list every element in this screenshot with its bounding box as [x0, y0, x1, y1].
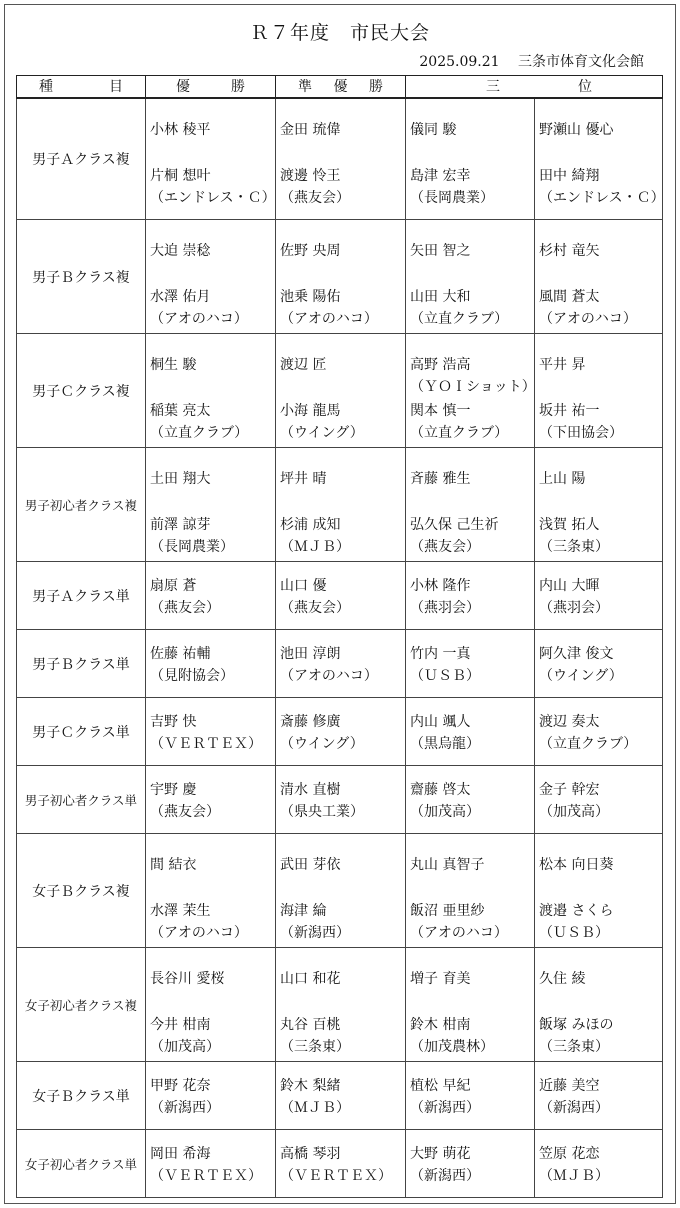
player-name: 飯塚 みほの [539, 1017, 614, 1033]
result-row [17, 1062, 663, 1130]
runner-up-cell [276, 630, 406, 698]
event-cell [17, 448, 146, 562]
third-b-cell [535, 334, 663, 448]
player-name: 金子 幹宏 [539, 782, 600, 798]
event-cell [17, 1130, 146, 1198]
event-cell [17, 698, 146, 766]
runner-up-cell [276, 948, 406, 1062]
player-name: 関本 慎一 [410, 403, 471, 419]
header-third [406, 76, 663, 98]
club-name: （ＶＥＲＴＥＸ） [280, 1168, 392, 1184]
club-name: （ＹＯＩショット） [410, 379, 536, 395]
event-name: 女子初心者クラス単 [24, 1156, 138, 1172]
player-name: 大迫 崇稔 [150, 243, 211, 259]
event-name: 男子Ｃクラス単 [32, 724, 130, 741]
club-name: （燕友会） [280, 600, 350, 616]
player-name: 近藤 美空 [539, 1078, 600, 1094]
player-name: 宇野 慶 [150, 782, 197, 798]
header-winner-label: 優勝 [176, 79, 245, 96]
winner-cell [146, 1062, 276, 1130]
club-name: （立直クラブ） [150, 425, 249, 441]
event-date: 2025.09.21 [419, 54, 500, 70]
event-name: 男子Ａクラス単 [32, 588, 130, 605]
result-row [17, 334, 663, 448]
player-name: 齋藤 啓太 [410, 782, 471, 798]
result-row [17, 220, 663, 334]
player-name: 高橋 琴羽 [280, 1146, 341, 1162]
club-name: （ウイング） [280, 425, 364, 441]
player-name: 浅賀 拓人 [539, 517, 600, 533]
player-name: 山口 和花 [280, 971, 341, 987]
third-a-cell [406, 1062, 535, 1130]
header-row [17, 76, 663, 98]
third-a-cell [406, 562, 535, 630]
player-name: 渡邉 さくら [539, 903, 614, 919]
club-name: （アオのハコ） [280, 311, 378, 327]
player-name: 小海 龍馬 [280, 403, 341, 419]
player-name: 鈴木 梨緒 [280, 1078, 341, 1094]
player-name: 飯沼 亜里紗 [410, 903, 485, 919]
club-name: （加茂高） [539, 804, 609, 820]
club-name: （立直クラブ） [539, 736, 638, 752]
club-name: （新潟西） [539, 1100, 609, 1116]
third-b-cell [535, 562, 663, 630]
third-b-cell [535, 220, 663, 334]
club-name: （ＶＥＲＴＥＸ） [150, 1168, 262, 1184]
club-name: （燕友会） [280, 189, 350, 206]
header-winner [146, 76, 276, 98]
runner-up-cell [276, 98, 406, 220]
header-third-label-b: 位 [578, 79, 592, 96]
result-row [17, 448, 663, 562]
event-name: 男子初心者クラス複 [24, 497, 138, 513]
club-name: （新潟西） [280, 925, 350, 941]
event-name: 女子Ｂクラス複 [32, 883, 130, 900]
player-name: 増子 育美 [410, 971, 471, 987]
result-row [17, 98, 663, 220]
winner-cell [146, 98, 276, 220]
player-name: 上山 陽 [539, 471, 586, 487]
player-name: 丸山 真智子 [410, 857, 485, 873]
player-name: 内山 大暉 [539, 578, 600, 594]
third-a-cell [406, 220, 535, 334]
third-b-cell [535, 1062, 663, 1130]
player-name: 平井 昇 [539, 357, 586, 373]
event-name: 女子Ｂクラス単 [32, 1088, 130, 1105]
player-name: 坂井 祐一 [539, 403, 600, 419]
event-cell [17, 766, 146, 834]
player-name: 今井 柑南 [150, 1017, 211, 1033]
club-name: （アオのハコ） [410, 925, 508, 941]
player-name: 風間 蒼太 [539, 289, 600, 305]
player-name: 金田 琉偉 [280, 121, 341, 138]
player-name: 久住 綾 [539, 971, 586, 987]
winner-cell [146, 630, 276, 698]
third-b-cell [535, 834, 663, 948]
event-cell [17, 834, 146, 948]
club-name: （アオのハコ） [539, 311, 637, 327]
event-info [419, 51, 644, 71]
header-runner-up [276, 76, 406, 98]
player-name: 阿久津 俊文 [539, 646, 614, 662]
third-a-cell [406, 1130, 535, 1198]
runner-up-cell [276, 1062, 406, 1130]
result-row [17, 834, 663, 948]
third-b-cell [535, 698, 663, 766]
club-name: （新潟西） [410, 1168, 480, 1184]
winner-cell [146, 448, 276, 562]
player-name: 小林 隆作 [410, 578, 471, 594]
winner-cell [146, 220, 276, 334]
club-name: （燕友会） [410, 539, 480, 555]
third-a-cell [406, 98, 535, 220]
player-name: 池田 淳朗 [280, 646, 341, 662]
player-name: 岡田 希海 [150, 1146, 211, 1162]
result-row [17, 766, 663, 834]
event-cell [17, 1062, 146, 1130]
club-name: （三条東） [280, 1039, 350, 1055]
results-table [16, 75, 663, 1198]
player-name: 野瀬山 優心 [539, 121, 614, 138]
club-name: （エンドレス・Ｃ） [539, 189, 665, 206]
player-name: 甲野 花奈 [150, 1078, 211, 1094]
event-venue: 三条市体育文化会館 [518, 54, 644, 70]
header-runner-up-label: 準優勝 [298, 79, 383, 96]
club-name: （エンドレス・Ｃ） [150, 189, 276, 206]
player-name: 桐生 駿 [150, 357, 197, 373]
player-name: 高野 浩高 [410, 357, 471, 373]
club-name: （ＭＪＢ） [280, 539, 350, 555]
event-name: 女子初心者クラス複 [24, 997, 138, 1013]
player-name: 清水 直樹 [280, 782, 341, 798]
header-event [17, 76, 146, 98]
player-name: 植松 早紀 [410, 1078, 471, 1094]
club-name: （ＭＪＢ） [539, 1168, 609, 1184]
runner-up-cell [276, 834, 406, 948]
runner-up-cell [276, 448, 406, 562]
player-name: 坪井 晴 [280, 471, 327, 487]
player-name: 小林 稜平 [150, 121, 211, 138]
winner-cell [146, 698, 276, 766]
third-b-cell [535, 448, 663, 562]
club-name: （加茂高） [410, 804, 480, 820]
club-name: （三条東） [539, 1039, 609, 1055]
club-name: （加茂農林） [410, 1039, 494, 1055]
event-cell [17, 334, 146, 448]
header-event-label: 種目 [39, 79, 123, 96]
player-name: 前澤 諒芽 [150, 517, 211, 533]
player-name: 島津 宏幸 [410, 167, 471, 184]
player-name: 鈴木 柑南 [410, 1017, 471, 1033]
club-name: （アオのハコ） [280, 668, 378, 684]
third-b-cell [535, 1130, 663, 1198]
player-name: 水澤 茉生 [150, 903, 211, 919]
page-title: Ｒ７年度 市民大会 [249, 22, 430, 44]
player-name: 渡辺 奏太 [539, 714, 600, 730]
player-name: 水澤 佑月 [150, 289, 211, 305]
player-name: 海津 綸 [280, 903, 327, 919]
event-cell [17, 220, 146, 334]
third-a-cell [406, 834, 535, 948]
result-row [17, 948, 663, 1062]
runner-up-cell [276, 220, 406, 334]
third-b-cell [535, 948, 663, 1062]
club-name: （見附協会） [150, 668, 234, 684]
club-name: （燕羽会） [410, 600, 480, 616]
player-name: 丸谷 百桃 [280, 1017, 341, 1033]
club-name: （燕羽会） [539, 600, 609, 616]
club-name: （ウイング） [539, 668, 623, 684]
player-name: 松本 向日葵 [539, 857, 614, 873]
club-name: （下田協会） [539, 425, 623, 441]
third-a-cell [406, 448, 535, 562]
event-cell [17, 98, 146, 220]
event-name: 男子Ｂクラス単 [32, 656, 130, 673]
club-name: （長岡農業） [150, 539, 234, 555]
player-name: 吉野 快 [150, 714, 197, 730]
player-name: 斎藤 修廣 [280, 714, 341, 730]
runner-up-cell [276, 698, 406, 766]
event-cell [17, 562, 146, 630]
club-name: （長岡農業） [410, 189, 494, 206]
player-name: 土田 翔大 [150, 471, 211, 487]
player-name: 池乗 陽佑 [280, 289, 341, 305]
player-name: 田中 綺翔 [539, 167, 600, 184]
player-name: 弘久保 己生祈 [410, 517, 499, 533]
player-name: 矢田 智之 [410, 243, 471, 259]
winner-cell [146, 766, 276, 834]
player-name: 竹内 一真 [410, 646, 471, 662]
runner-up-cell [276, 766, 406, 834]
club-name: （ＵＳＢ） [539, 925, 609, 941]
player-name: 間 結衣 [150, 857, 197, 873]
player-name: 杉浦 成知 [280, 517, 341, 533]
player-name: 佐野 央周 [280, 243, 341, 259]
winner-cell [146, 948, 276, 1062]
club-name: （立直クラブ） [410, 425, 509, 441]
club-name: （ＶＥＲＴＥＸ） [150, 736, 262, 752]
player-name: 扇原 蒼 [150, 578, 197, 594]
club-name: （アオのハコ） [150, 311, 248, 327]
player-name: 杉村 竜矢 [539, 243, 600, 259]
club-name: （加茂高） [150, 1039, 220, 1055]
third-a-cell [406, 630, 535, 698]
event-cell [17, 948, 146, 1062]
third-a-cell [406, 698, 535, 766]
event-name: 男子初心者クラス単 [24, 792, 138, 808]
player-name: 渡邊 怜王 [280, 167, 341, 184]
result-row [17, 562, 663, 630]
winner-cell [146, 1130, 276, 1198]
club-name: （ＭＪＢ） [280, 1100, 350, 1116]
third-b-cell [535, 630, 663, 698]
club-name: （アオのハコ） [150, 925, 248, 941]
player-name: 斉藤 雅生 [410, 471, 471, 487]
player-name: 武田 芽依 [280, 857, 341, 873]
club-name: （三条東） [539, 539, 609, 555]
event-cell [17, 630, 146, 698]
event-name: 男子Ａクラス複 [32, 151, 130, 168]
result-row [17, 698, 663, 766]
runner-up-cell [276, 562, 406, 630]
runner-up-cell [276, 334, 406, 448]
club-name: （燕友会） [150, 804, 220, 820]
third-b-cell [535, 98, 663, 220]
player-name: 片桐 想叶 [150, 167, 211, 184]
club-name: （黒烏龍） [410, 736, 480, 752]
winner-cell [146, 334, 276, 448]
player-name: 大野 萌花 [410, 1146, 471, 1162]
club-name: （ＵＳＢ） [410, 668, 480, 684]
club-name: （ウイング） [280, 736, 364, 752]
result-row [17, 1130, 663, 1198]
runner-up-cell [276, 1130, 406, 1198]
club-name: （立直クラブ） [410, 311, 509, 327]
club-name: （新潟西） [150, 1100, 220, 1116]
third-a-cell [406, 766, 535, 834]
player-name: 内山 颯人 [410, 714, 471, 730]
player-name: 渡辺 匠 [280, 357, 327, 373]
player-name: 山口 優 [280, 578, 327, 594]
header-third-label-a: 三 [486, 79, 500, 96]
third-b-cell [535, 766, 663, 834]
third-a-cell [406, 334, 535, 448]
event-name: 男子Ｃクラス複 [32, 383, 130, 400]
result-row [17, 630, 663, 698]
player-name: 稲葉 亮太 [150, 403, 211, 419]
winner-cell [146, 562, 276, 630]
player-name: 長谷川 愛桜 [150, 971, 225, 987]
player-name: 佐藤 祐輔 [150, 646, 211, 662]
club-name: （新潟西） [410, 1100, 480, 1116]
winner-cell [146, 834, 276, 948]
player-name: 儀同 駿 [410, 121, 457, 138]
event-name: 男子Ｂクラス複 [32, 269, 130, 286]
third-a-cell [406, 948, 535, 1062]
player-name: 山田 大和 [410, 289, 471, 305]
club-name: （燕友会） [150, 600, 220, 616]
club-name: （県央工業） [280, 804, 364, 820]
player-name: 笠原 花恋 [539, 1146, 600, 1162]
